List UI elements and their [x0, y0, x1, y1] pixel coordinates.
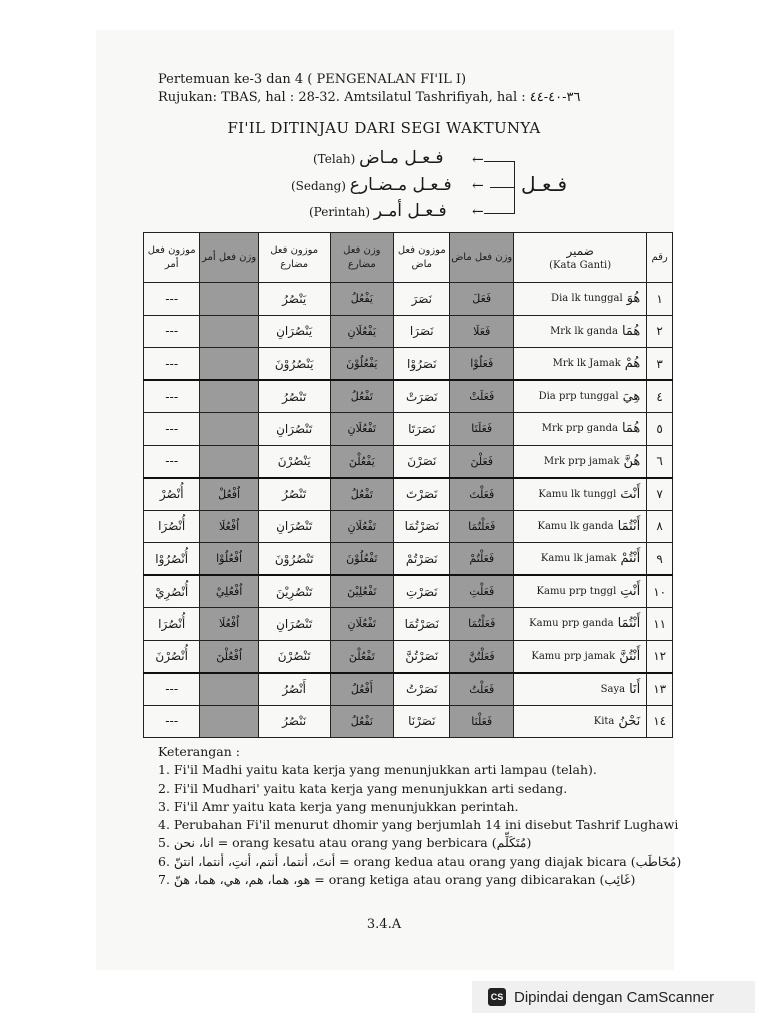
fiil-amr-term: [309, 201, 447, 221]
cell-wazan-madhi: فَعَلْتَ: [450, 478, 514, 511]
dhamir-arabic: هُمَا: [621, 421, 641, 437]
cell-wazan-amr: [200, 673, 258, 706]
cell-wazan-amr: [200, 413, 258, 446]
cell-dhamir: [514, 315, 647, 348]
dhamir-description: Kamu lk tunggl: [538, 488, 617, 500]
cell-wazan-madhi: فَعَلْتُمَا: [450, 510, 514, 543]
dhamir-description: Kita: [593, 715, 615, 727]
cell-dhamir: [514, 608, 647, 641]
arrow-left-icon: ←: [472, 152, 484, 168]
arrow-left-icon: ←: [472, 178, 484, 194]
table-row: [144, 348, 673, 381]
cell-mauzun-amr: ---: [144, 413, 200, 446]
cell-mauzun-mudhari: تَنْصُرُوْنَ: [258, 543, 330, 576]
table-row: [144, 283, 673, 316]
table-row: [144, 315, 673, 348]
cell-raqm: ٥: [647, 413, 673, 446]
cell-wazan-amr: [200, 705, 258, 738]
cell-wazan-madhi: فَعَلَتْ: [450, 380, 514, 413]
dhamir-arabic: أَنْتُنَّ: [619, 648, 641, 664]
cell-wazan-madhi: فَعَلْتِ: [450, 575, 514, 608]
dhamir-arabic: هُنَّ: [623, 453, 641, 469]
fiil-madhi-arabic: فـعـل مـاض: [359, 148, 444, 168]
notes-section: [158, 743, 682, 889]
dhamir-arabic: هُمَا: [621, 323, 641, 339]
cell-mauzun-amr: أُنْصُرْ: [144, 478, 200, 511]
cell-wazan-madhi: فَعَلَ: [450, 283, 514, 316]
cell-wazan-mudhari: تَفْعُلَانِ: [330, 413, 394, 446]
dhamir-description: Kamu prp jamak: [531, 650, 616, 662]
header-line-1: Pertemuan ke-3 dan 4 ( PENGENALAN FI'IL I): [158, 72, 467, 87]
note-item: 2. Fi'il Mudhari' yaitu kata kerja yang menunjukkan arti sedang.: [158, 780, 568, 796]
cell-wazan-madhi: فَعَلَتَا: [450, 413, 514, 446]
cell-wazan-mudhari: يَفْعُلَانِ: [330, 315, 394, 348]
cell-mauzun-amr: أُنْصُرُوْا: [144, 543, 200, 576]
cell-mauzun-madhi: نَصَرُوْا: [394, 348, 450, 381]
cell-mauzun-amr: ---: [144, 380, 200, 413]
table-row: [144, 510, 673, 543]
cell-dhamir: [514, 348, 647, 381]
fiil-amr-label: (Perintah): [309, 205, 371, 219]
cell-dhamir: [514, 413, 647, 446]
cell-mauzun-amr: أُنْصُرِيْ: [144, 575, 200, 608]
cell-mauzun-madhi: نَصَرَ: [394, 283, 450, 316]
note-item: 3. Fi'il Amr yaitu kata kerja yang menunjukkan perintah.: [158, 798, 519, 814]
header-mauzun-madhi: موزون فعل ماض: [394, 233, 450, 283]
cell-raqm: ١١: [647, 608, 673, 641]
cell-mauzun-amr: ---: [144, 445, 200, 478]
cell-mauzun-amr: ---: [144, 348, 200, 381]
dhamir-description: Kamu lk jamak: [540, 553, 617, 564]
dhamir-arabic: أَنْتِ: [620, 584, 641, 599]
cell-wazan-madhi: فَعَلْتُمْ: [450, 543, 514, 576]
header-raqm: رقم: [647, 233, 673, 283]
note-item: 1. Fi'il Madhi yaitu kata kerja yang menunjukkan arti lampau (telah).: [158, 762, 597, 778]
cell-wazan-mudhari: تَفْعُلَانِ: [330, 608, 394, 641]
dhamir-arabic: نَحْنُ: [618, 713, 641, 729]
cell-raqm: ٨: [647, 510, 673, 543]
cell-mauzun-mudhari: تَنْصُرَانِ: [258, 510, 330, 543]
fiil-mudhari-term: [291, 175, 452, 195]
cell-mauzun-mudhari: يَنْصُرَانِ: [258, 315, 330, 348]
cell-mauzun-madhi: نَصَرْتُمْ: [394, 543, 450, 576]
table-row: [144, 575, 673, 608]
cell-mauzun-amr: ---: [144, 705, 200, 738]
dhamir-description: Mrk prp ganda: [541, 423, 618, 435]
page-number: 3.4.A: [366, 917, 402, 932]
cell-wazan-mudhari: تَفْعُلَانِ: [330, 510, 394, 543]
bracket-vertical: [514, 161, 515, 214]
note-item: 7. هو، هما، هم، هي، هما، هنّ = orang ketiga atau orang yang dibicarakan (غَائِب): [158, 872, 636, 888]
fiil-madhi-term: [313, 148, 443, 168]
notes-heading: Keterangan :: [158, 744, 240, 759]
table-row: [144, 413, 673, 446]
cell-mauzun-mudhari: أَنْصُرُ: [258, 673, 330, 706]
fiil-mudhari-arabic: فـعـل مـضـارع: [349, 175, 452, 195]
cell-wazan-mudhari: تَفْعُلُ: [330, 478, 394, 511]
cell-wazan-madhi: فَعَلْنَ: [450, 445, 514, 478]
cell-mauzun-madhi: نَصَرْنَا: [394, 705, 450, 738]
camscanner-watermark: [472, 981, 755, 1013]
cell-wazan-mudhari: تَفْعُلْنَ: [330, 640, 394, 673]
dhamir-arabic: هِيَ: [622, 389, 641, 404]
cell-dhamir: [514, 640, 647, 673]
table-row: [144, 380, 673, 413]
cell-wazan-mudhari: يَفْعُلُوْنَ: [330, 348, 394, 381]
cell-mauzun-amr: أُنْصُرَا: [144, 608, 200, 641]
cell-raqm: ١٢: [647, 640, 673, 673]
dhamir-arabic: هُمْ: [624, 356, 641, 371]
dhamir-description: Mrk lk Jamak: [552, 358, 621, 369]
cell-wazan-amr: اُفْعُلُوْا: [200, 543, 258, 576]
cell-mauzun-mudhari: يَنْصُرْنَ: [258, 445, 330, 478]
cell-mauzun-amr: ---: [144, 315, 200, 348]
cell-wazan-madhi: فَعَلْتُمَا: [450, 608, 514, 641]
cell-raqm: ٤: [647, 380, 673, 413]
cell-wazan-mudhari: تَفْعُلُوْنَ: [330, 543, 394, 576]
cell-mauzun-madhi: نَصَرْتُنَّ: [394, 640, 450, 673]
cell-dhamir: [514, 283, 647, 316]
cell-dhamir: [514, 543, 647, 576]
fiil-madhi-label: (Telah): [313, 152, 356, 166]
cell-wazan-amr: [200, 315, 258, 348]
cell-dhamir: [514, 705, 647, 738]
dhamir-description: Kamu prp ganda: [529, 618, 614, 630]
cell-wazan-amr: [200, 445, 258, 478]
cell-wazan-amr: اُفْعُلْنَ: [200, 640, 258, 673]
cell-mauzun-mudhari: تَنْصُرْنَ: [258, 640, 330, 673]
table-row: [144, 543, 673, 576]
dhamir-arabic: أَنْتُمَا: [617, 616, 641, 632]
cell-mauzun-amr: أُنْصُرَا: [144, 510, 200, 543]
cell-mauzun-mudhari: تَنْصُرَانِ: [258, 608, 330, 641]
cell-mauzun-mudhari: تَنْصُرَانِ: [258, 413, 330, 446]
note-item: 6. أنتَ، أنتما، أنتم، أنتِ، أنتما، انتنّ = orang kedua atau orang yang diajak bicara (مُخَاطَب): [158, 853, 682, 869]
table-body: [144, 283, 673, 738]
cell-raqm: ٩: [647, 543, 673, 576]
cell-wazan-madhi: فَعَلْتُ: [450, 673, 514, 706]
table-row: [144, 640, 673, 673]
header-mauzun-amr: موزون فعل أمر: [144, 233, 200, 283]
cell-wazan-amr: اُفْعُلِيْ: [200, 575, 258, 608]
camscanner-logo-icon: CS: [488, 988, 506, 1006]
tashrif-table: [143, 232, 673, 738]
cell-mauzun-madhi: نَصَرْتُ: [394, 673, 450, 706]
cell-mauzun-madhi: نَصَرْتُمَا: [394, 510, 450, 543]
cell-dhamir: [514, 445, 647, 478]
cell-raqm: ١٠: [647, 575, 673, 608]
header-wazan-madhi: وزن فعل ماض: [450, 233, 514, 283]
cell-mauzun-mudhari: يَنْصُرُ: [258, 283, 330, 316]
cell-mauzun-madhi: نَصَرَتَا: [394, 413, 450, 446]
cell-wazan-mudhari: نَفْعُلُ: [330, 705, 394, 738]
cell-raqm: ٣: [647, 348, 673, 381]
dhamir-description: Kamu lk ganda: [537, 520, 614, 532]
table-row: [144, 445, 673, 478]
cell-wazan-amr: [200, 348, 258, 381]
dhamir-description: Dia prp tunggal: [538, 391, 619, 402]
cell-wazan-mudhari: يَفْعُلُ: [330, 283, 394, 316]
cell-wazan-amr: اُفْعُلَا: [200, 608, 258, 641]
cell-wazan-mudhari: أَفْعُلُ: [330, 673, 394, 706]
cell-mauzun-mudhari: تَنْصُرُ: [258, 478, 330, 511]
cell-wazan-madhi: فَعَلُوْا: [450, 348, 514, 381]
cell-dhamir: [514, 673, 647, 706]
dhamir-description: Mrk lk ganda: [550, 325, 618, 337]
header-mauzun-mudhari: موزون فعل مضارع: [258, 233, 330, 283]
cell-mauzun-madhi: نَصَرَتْ: [394, 380, 450, 413]
note-item: 5. انا، نحن = orang kesatu atau orang yang berbicara (مُتَكَلِّم): [158, 835, 532, 851]
table-row: [144, 705, 673, 738]
cell-dhamir: [514, 380, 647, 413]
dhamir-arabic: أَنْتُمَا: [617, 518, 641, 534]
cell-mauzun-amr: ---: [144, 283, 200, 316]
cell-mauzun-mudhari: تَنْصُرُ: [258, 380, 330, 413]
cell-wazan-mudhari: يَفْعُلْنَ: [330, 445, 394, 478]
cell-wazan-mudhari: تَفْعُلِيْنَ: [330, 575, 394, 608]
cell-dhamir: [514, 478, 647, 511]
header-dhamir-sub: (Kata Ganti): [549, 259, 612, 271]
cell-mauzun-amr: أُنْصُرْنَ: [144, 640, 200, 673]
header-wazan-amr: وزن فعل أمر: [200, 233, 258, 283]
cell-raqm: ٢: [647, 315, 673, 348]
cell-mauzun-madhi: نَصَرَا: [394, 315, 450, 348]
header-wazan-mudhari: وزن فعل مضارع: [330, 233, 394, 283]
page-title: FI'IL DITINJAU DARI SEGI WAKTUNYA: [227, 119, 541, 137]
table-row: [144, 673, 673, 706]
cell-wazan-madhi: فَعَلْنَا: [450, 705, 514, 738]
cell-dhamir: [514, 575, 647, 608]
header-dhamir: [514, 233, 647, 283]
cell-dhamir: [514, 510, 647, 543]
cell-raqm: ١: [647, 283, 673, 316]
cell-wazan-amr: اُفْعُلْ: [200, 478, 258, 511]
bracket-middle: [490, 187, 514, 188]
cell-raqm: ١٤: [647, 705, 673, 738]
cell-mauzun-madhi: نَصَرْنَ: [394, 445, 450, 478]
cell-wazan-amr: اُفْعُلَا: [200, 510, 258, 543]
cell-wazan-madhi: فَعَلْتُنَّ: [450, 640, 514, 673]
cell-mauzun-mudhari: تَنْصُرِيْنَ: [258, 575, 330, 608]
dhamir-arabic: أَنَا: [629, 681, 641, 697]
fiil-mudhari-label: (Sedang): [291, 179, 346, 193]
cell-wazan-amr: [200, 283, 258, 316]
dhamir-arabic: هُوَ: [626, 291, 641, 307]
bracket-bottom: [484, 213, 514, 214]
table-row: [144, 608, 673, 641]
header-line-2: Rujukan: TBAS, hal : 28-32. Amtsilatul Tashrifiyah, hal : ٣٦-٤٠-٤٤: [158, 90, 581, 105]
dhamir-description: Kamu prp tnggl: [536, 586, 617, 597]
cell-wazan-amr: [200, 380, 258, 413]
table-row: [144, 478, 673, 511]
dhamir-arabic: أَنْتُمْ: [620, 551, 641, 566]
cell-raqm: ٦: [647, 445, 673, 478]
cell-raqm: ٧: [647, 478, 673, 511]
cell-mauzun-madhi: نَصَرْتِ: [394, 575, 450, 608]
camscanner-text: Dipindai dengan CamScanner: [514, 988, 715, 1006]
cell-mauzun-madhi: نَصَرْتُمَا: [394, 608, 450, 641]
dhamir-description: Mrk prp jamak: [543, 455, 620, 467]
dhamir-description: Saya: [600, 683, 626, 695]
cell-mauzun-mudhari: نَنْصُرُ: [258, 705, 330, 738]
fiil-amr-arabic: فـعـل أمـر: [373, 201, 447, 221]
dhamir-arabic: أَنْتَ: [620, 486, 641, 502]
bracket-top: [484, 161, 514, 162]
note-item: 4. Perubahan Fi'il menurut dhomir yang berjumlah 14 ini disebut Tashrif Lughawi: [158, 817, 679, 833]
cell-mauzun-madhi: نَصَرْتَ: [394, 478, 450, 511]
header-dhamir-arabic: ضمير: [566, 243, 594, 258]
cell-wazan-mudhari: تَفْعُلُ: [330, 380, 394, 413]
arrow-left-icon: ←: [472, 204, 484, 220]
cell-mauzun-amr: ---: [144, 673, 200, 706]
cell-mauzun-mudhari: يَنْصُرُوْنَ: [258, 348, 330, 381]
dhamir-description: Dia lk tunggal: [551, 293, 623, 305]
cell-raqm: ١٣: [647, 673, 673, 706]
fiil-root: فـعـل: [521, 172, 568, 196]
cell-wazan-madhi: فَعَلَا: [450, 315, 514, 348]
